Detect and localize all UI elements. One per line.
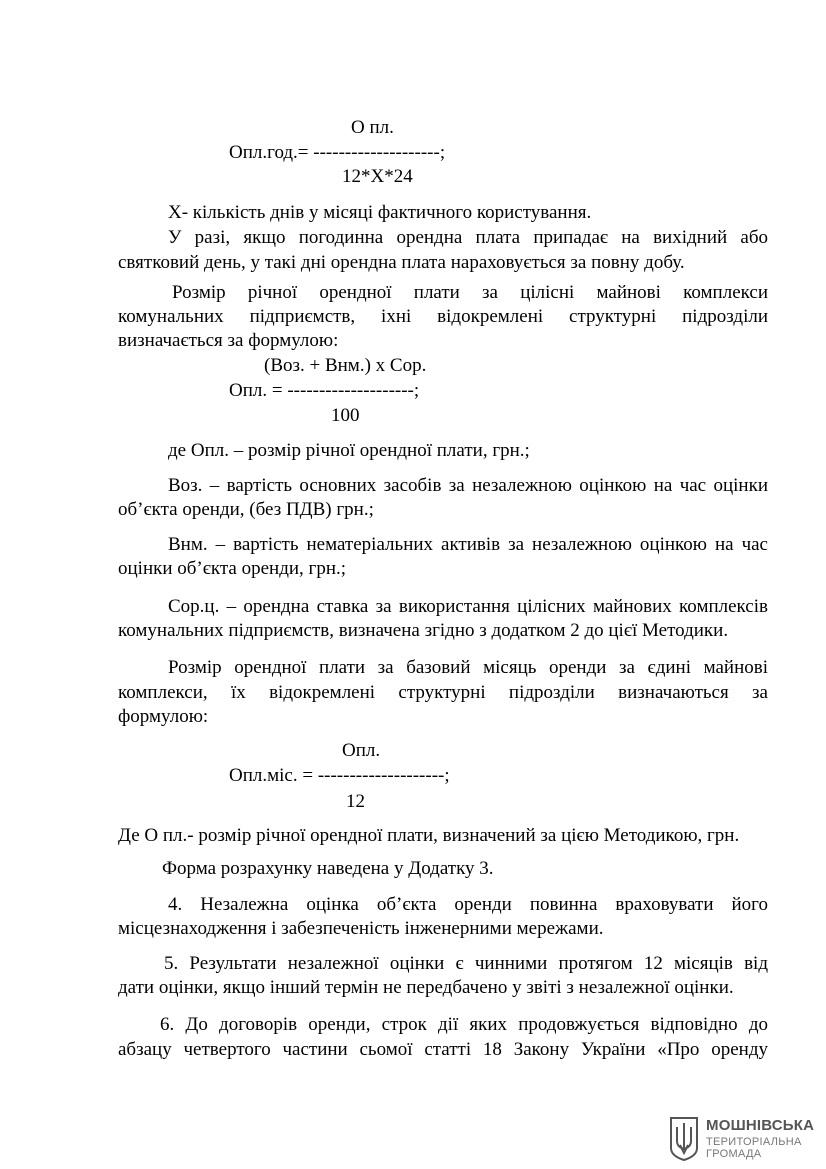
item4-line1: 4. Незалежна оцінка об’єкта оренди повинна враховувати його [168, 894, 768, 915]
para-annual-line2: комунальних підприємств, іхні відокремлені структурні підрозділи [118, 306, 768, 327]
formula1-numerator: О пл. [351, 117, 394, 138]
logo-name: МОШНІВСЬКА [706, 1117, 815, 1134]
formula2-denominator: 100 [331, 405, 360, 426]
item6-line2: абзацу четвертого частини сьомої статті 18 Закону України «Про оренду [118, 1039, 768, 1060]
trident-icon [668, 1115, 700, 1161]
item5-line1: 5. Результати незалежної оцінки є чинними протягом 12 місяців від [164, 953, 768, 974]
def-vnm-line2: оцінки об’єкта оренди, грн.; [118, 558, 347, 579]
item4-line2: місцезнаходження і забезпеченість інженерними мережами. [118, 918, 604, 939]
item6-line1: 6. До договорів оренди, строк дії яких продовжується відповідно до [160, 1014, 768, 1035]
formula2-numerator: (Воз. + Внм.) х Сор. [264, 355, 427, 376]
def-sor-line2: комунальних підприємств, визначена згідно з додатком 2 до цієї Методики. [118, 620, 729, 641]
para-monthly-line1: Розмір орендної плати за базовий місяць оренди за єдині майнові [168, 657, 768, 678]
para-annual-line3: визначається за формулою: [118, 330, 339, 351]
para-holiday-line1: У разі, якщо погодинна орендна плата припадає на вихідний або [168, 227, 768, 248]
para-x-definition: Х- кількість днів у місяці фактичного користування. [168, 202, 592, 223]
para-holiday-line2: святковий день, у такі дні орендна плата нараховується за повну добу. [118, 252, 685, 273]
logo-sub2: ГРОМАДА [706, 1148, 762, 1160]
def-voz-line1: Воз. – вартість основних засобів за незалежною оцінкою на час оцінки [168, 475, 768, 496]
formula3-denominator: 12 [346, 791, 365, 812]
formula1-lhs: Опл.год.= --------------------; [229, 142, 446, 163]
def-opl-2: Де О пл.- розмір річної орендної плати, визначений за цією Методикою, грн. [118, 825, 740, 846]
para-monthly-line2: комплекси, їх відокремлені структурні підрозділи визначаються за [118, 682, 768, 703]
community-logo [668, 1115, 818, 1163]
para-monthly-line3: формулою: [118, 706, 209, 727]
formula3-numerator: Опл. [342, 740, 381, 761]
para-annual-line1: Розмір річної орендної плати за цілісні майнові комплекси [172, 282, 768, 303]
formula2-lhs: Опл. = --------------------; [229, 380, 420, 401]
def-voz-line2: об’єкта оренди, (без ПДВ) грн.; [118, 499, 374, 520]
logo-sub1: ТЕРИТОРІАЛЬНА [706, 1136, 802, 1148]
def-vnm-line1: Внм. – вартість нематеріальних активів за незалежною оцінкою на час [168, 534, 768, 555]
formula3-lhs: Опл.міс. = --------------------; [229, 765, 450, 786]
def-opl: де Опл. – розмір річної орендної плати, грн.; [168, 440, 530, 461]
def-sor-line1: Сор.ц. – орендна ставка за використання цілісних майнових комплексів [168, 596, 768, 617]
formula1-denominator: 12*Х*24 [342, 166, 413, 187]
para-form: Форма розрахунку наведена у Додатку 3. [162, 858, 494, 879]
item5-line2: дати оцінки, якщо інший термін не передбачено у звіті з незалежної оцінки. [118, 977, 734, 998]
